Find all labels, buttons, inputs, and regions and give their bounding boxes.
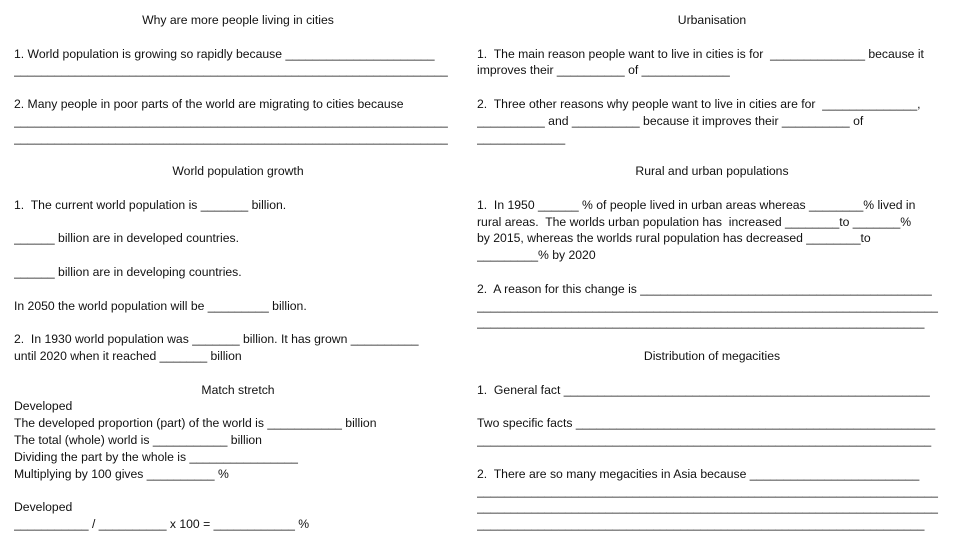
why-question-2-answer-line: ________________________________________________________________ bbox=[14, 131, 448, 145]
growth-developing-line: ______ billion are in developing countries. bbox=[14, 265, 242, 279]
urbanisation-question-1-continued: improves their __________ of _____________ bbox=[477, 63, 730, 77]
rural-urban-heading: Rural and urban populations bbox=[635, 164, 789, 178]
urbanisation-question-2: 2. Three other reasons why people want to live in cities are for ______________, bbox=[477, 97, 921, 111]
why-question-1: 1. World population is growing so rapidly because ______________________ bbox=[14, 47, 435, 61]
match-line: The total (whole) world is ___________ billion bbox=[14, 433, 262, 447]
calc-formula: ___________ / __________ x 100 = ____________ % bbox=[14, 517, 310, 531]
rural-question-2-answer-line: ____________________________________________________________________ bbox=[477, 299, 938, 313]
rural-question-2: 2. A reason for this change is ___________________________________________ bbox=[477, 282, 932, 296]
why-question-2: 2. Many people in poor parts of the world are migrating to cities because bbox=[14, 97, 404, 111]
growth-heading: World population growth bbox=[172, 164, 304, 178]
megacities-specific-facts: Two specific facts _____________________________________________________ bbox=[477, 416, 936, 430]
rural-question-1: 1. In 1950 ______ % of people lived in urban areas whereas ________% lived in bbox=[477, 198, 916, 212]
urbanisation-heading: Urbanisation bbox=[677, 13, 747, 27]
urbanisation-question-2-continued: __________ and __________ because it improves their __________ of bbox=[477, 114, 864, 128]
match-stretch-heading: Match stretch bbox=[201, 383, 275, 397]
megacities-question-2: 2. There are so many megacities in Asia because _________________________ bbox=[477, 467, 920, 481]
why-question-1-answer-line: ________________________________________________________________ bbox=[14, 63, 448, 77]
megacities-question-2-answer-line: ____________________________________________________________________ bbox=[477, 484, 938, 498]
megacities-question-1: 1. General fact ______________________________________________________ bbox=[477, 383, 930, 397]
why-question-2-answer-line: ________________________________________________________________ bbox=[14, 114, 448, 128]
match-line: Multiplying by 100 gives __________ % bbox=[14, 467, 229, 481]
growth-question-2: 2. In 1930 world population was _______ billion. It has grown __________ bbox=[14, 332, 419, 346]
why-heading: Why are more people living in cities bbox=[142, 13, 334, 27]
match-line: Developed bbox=[14, 399, 73, 413]
rural-question-2-answer-line: __________________________________________________________________ bbox=[477, 315, 925, 329]
megacities-question-2-answer-line: ____________________________________________________________________ bbox=[477, 500, 938, 514]
rural-question-1-continued: by 2015, whereas the worlds rural population has decreased ________to bbox=[477, 231, 871, 245]
growth-2050-line: In 2050 the world population will be _________ billion. bbox=[14, 299, 307, 313]
megacities-question-2-answer-line: __________________________________________________________________ bbox=[477, 517, 925, 531]
growth-developed-line: ______ billion are in developed countries. bbox=[14, 231, 239, 245]
growth-question-2-continued: until 2020 when it reached _______ billion bbox=[14, 349, 242, 363]
urbanisation-question-1: 1. The main reason people want to live in cities is for ______________ because it bbox=[477, 47, 924, 61]
rural-question-1-continued: _________% by 2020 bbox=[477, 248, 596, 262]
match-line: Dividing the part by the whole is ________________ bbox=[14, 450, 298, 464]
calc-label: Developed bbox=[14, 500, 73, 514]
urbanisation-question-2-continued: _____________ bbox=[477, 131, 566, 145]
match-line: The developed proportion (part) of the world is ___________ billion bbox=[14, 416, 377, 430]
megacities-specific-facts-line: ___________________________________________________________________ bbox=[477, 433, 932, 447]
rural-question-1-continued: rural areas. The worlds urban population has increased ________to _______% bbox=[477, 215, 912, 229]
megacities-heading: Distribution of megacities bbox=[643, 349, 781, 363]
growth-question-1: 1. The current world population is _______ billion. bbox=[14, 198, 287, 212]
